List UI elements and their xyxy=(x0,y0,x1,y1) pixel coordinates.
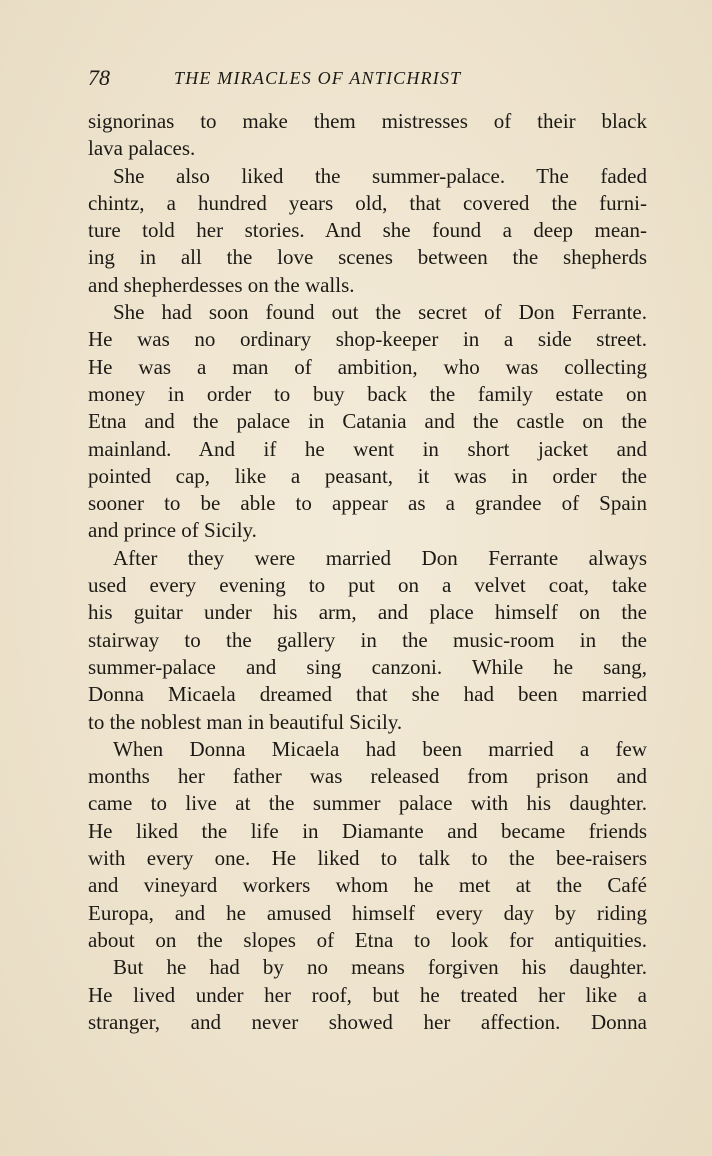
text-line: to the noblest man in beautiful Sicily. xyxy=(88,709,403,734)
text-line: money in order to buy back the family estate on xyxy=(88,381,647,406)
running-title: THE MIRACLES OF ANTICHRIST xyxy=(174,68,462,88)
text-line: Etna and the palace in Catania and the castle on the xyxy=(88,409,647,434)
text-line: ture told her stories. And she found a deep mean- xyxy=(88,218,647,243)
text-line: months her father was released from prison and xyxy=(88,764,647,789)
text-line: After they were married Don Ferrante always xyxy=(113,545,647,570)
text-line: about on the slopes of Etna to look for antiquities. xyxy=(88,927,647,952)
text-line: lava palaces. xyxy=(88,136,196,161)
text-line: mainland. And if he went in short jacket and xyxy=(88,436,647,461)
text-line: But he had by no means forgiven his daughter. xyxy=(113,955,647,980)
text-line: Donna Micaela dreamed that she had been married xyxy=(88,682,647,707)
body-text xyxy=(88,108,647,1036)
text-line: and vineyard workers whom he met at the Café xyxy=(88,873,647,898)
text-line: and shepherdesses on the walls. xyxy=(88,272,355,297)
text-line: with every one. He liked to talk to the bee-raisers xyxy=(88,846,647,871)
page-number: 78 xyxy=(88,65,110,90)
text-line: When Donna Micaela had been married a few xyxy=(113,736,647,761)
text-line: She also liked the summer-palace. The faded xyxy=(113,163,647,188)
text-line: summer-palace and sing canzoni. While he sang, xyxy=(88,654,647,679)
text-line: and prince of Sicily. xyxy=(88,518,257,543)
text-line: signorinas to make them mistresses of their black xyxy=(88,109,647,133)
text-line: He liked the life in Diamante and became friends xyxy=(88,818,647,843)
text-line: pointed cap, like a peasant, it was in order the xyxy=(88,463,647,488)
text-line: came to live at the summer palace with his daughter. xyxy=(88,791,647,816)
text-line: He was no ordinary shop-keeper in a side street. xyxy=(88,327,647,352)
text-line: stranger, and never showed her affection. Donna xyxy=(88,1009,647,1034)
text-line: sooner to be able to appear as a grandee of Spain xyxy=(88,491,647,516)
text-line: used every evening to put on a velvet coat, take xyxy=(88,573,647,598)
text-line: She had soon found out the secret of Don Ferrante. xyxy=(113,300,647,325)
text-line: chintz, a hundred years old, that covered the furni- xyxy=(88,190,647,215)
text-line: He was a man of ambition, who was collecting xyxy=(88,354,647,379)
text-line: stairway to the gallery in the music-room in the xyxy=(88,627,647,652)
text-line: ing in all the love scenes between the shepherds xyxy=(88,245,647,270)
page-header xyxy=(88,64,648,92)
text-line: Europa, and he amused himself every day by riding xyxy=(88,900,647,925)
text-line: his guitar under his arm, and place himself on the xyxy=(88,600,647,625)
text-line: He lived under her roof, but he treated her like a xyxy=(88,982,647,1007)
